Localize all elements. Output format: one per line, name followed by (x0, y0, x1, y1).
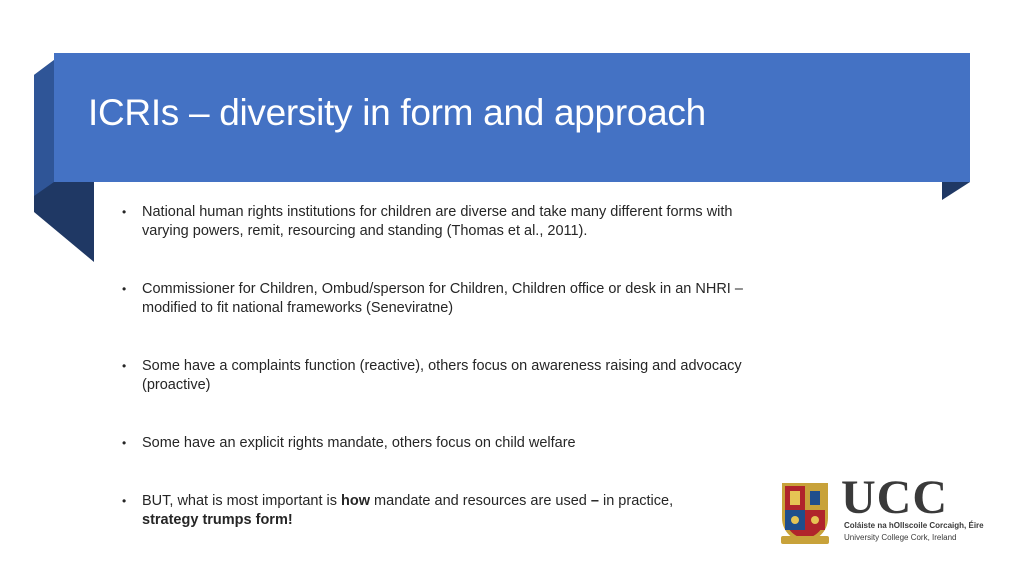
bullet-item (118, 203, 758, 241)
bullet-item (118, 434, 576, 453)
emphasis-how: how (341, 493, 371, 509)
bullet-icon: • (122, 359, 127, 373)
bullet-item (118, 280, 758, 318)
ucc-wordmark: UCC (841, 471, 948, 524)
emphasis-strategy: strategy trumps form! (142, 512, 293, 528)
bullet-text: Commissioner for Children, Ombud/sperson for Children, Children office or desk in an NHRI – modified to fit national frameworks (Seneviratne) (142, 281, 743, 316)
bullet-icon: • (122, 205, 127, 219)
bullet-text: BUT, what is most important is how mandate and resources are used – in practice, strategy trumps form! (142, 493, 674, 528)
right-ribbon-fold (940, 180, 980, 204)
bullet-text: National human rights institutions for children are diverse and take many different forms with varying powers, remit, resourcing and standing (Thomas et al., 2011). (142, 204, 733, 239)
bullet-item (118, 357, 758, 395)
ucc-crest-icon (779, 480, 831, 546)
bullet-icon: • (122, 282, 127, 296)
ucc-english-name: University College Cork, Ireland (844, 533, 957, 542)
slide-title: ICRIs – diversity in form and approach (88, 92, 706, 133)
bullet-text: Some have a complaints function (reactive), others focus on awareness raising and advocacy (proactive) (142, 358, 742, 393)
bullet-text: Some have an explicit rights mandate, others focus on child welfare (142, 435, 576, 451)
ucc-logo (779, 471, 989, 548)
bullet-icon: • (122, 436, 127, 450)
bullet-item (118, 492, 673, 530)
ucc-irish-name: Coláiste na hOllscoile Corcaigh, Éire (844, 521, 984, 530)
bullet-icon: • (122, 494, 127, 508)
